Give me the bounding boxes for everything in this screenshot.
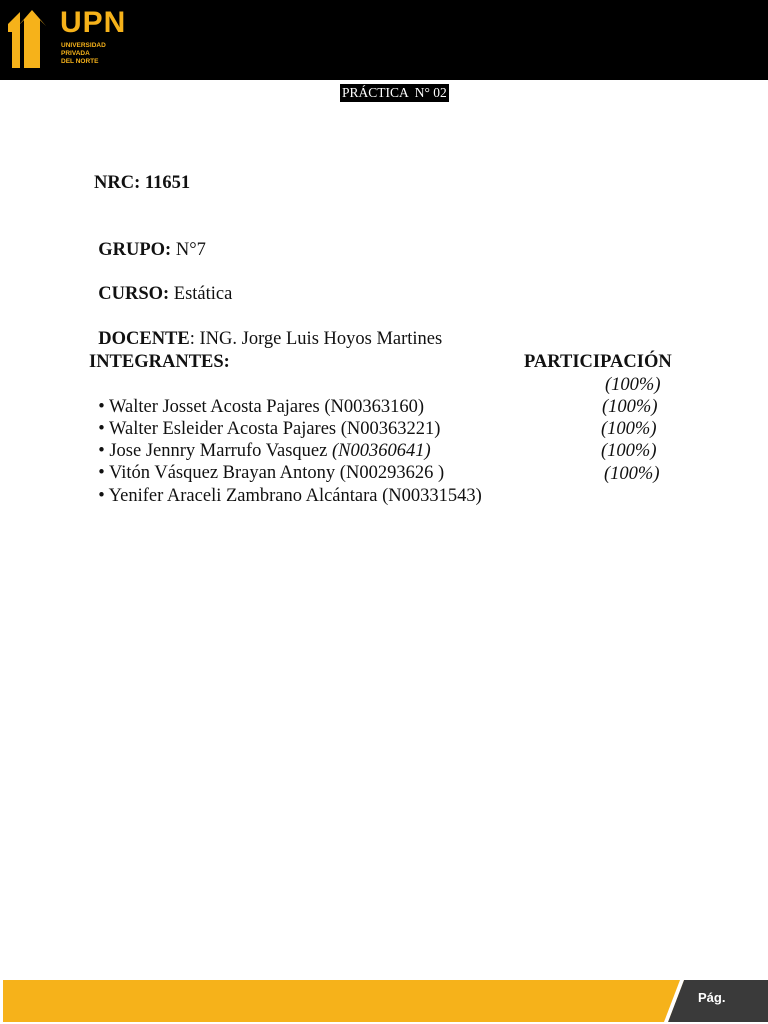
member-participation: (100%): [604, 464, 660, 484]
upn-arrow-logo-icon: [8, 10, 56, 70]
member-row: [89, 463, 482, 507]
member-name: • Jose Jennry Marrufo Vasquez: [98, 441, 332, 461]
docente-line: [89, 306, 442, 350]
curso-line: [89, 261, 232, 305]
member-id-italic: (N00360641): [331, 441, 431, 461]
member-name: • Vitón Vásquez Brayan Antony (N00293626 ): [98, 463, 445, 483]
footer-bar: [0, 980, 768, 1024]
member-participation: (100%): [602, 397, 658, 417]
curso-label: CURSO:: [98, 284, 170, 304]
logo-upn-text: UPN: [60, 6, 127, 39]
upn-logo: [8, 6, 127, 72]
docente-label: DOCENTE: [98, 329, 190, 349]
member-participation: (100%): [601, 441, 657, 461]
header-bar: [0, 0, 768, 80]
practice-title: PRÁCTICA N° 02: [342, 85, 447, 100]
member-name: • Walter Josset Acosta Pajares (N00363160): [98, 397, 425, 417]
member-participation: (100%): [605, 375, 661, 395]
member-participation: (100%): [601, 419, 657, 439]
participacion-header: PARTICIPACIÓN: [524, 352, 672, 372]
grupo-line: [89, 217, 206, 261]
integrantes-header: INTEGRANTES:: [89, 352, 230, 372]
curso-value: Estática: [169, 284, 233, 304]
footer-page-tab: [0, 980, 768, 1022]
grupo-label: GRUPO:: [98, 240, 172, 260]
logo-subtitle: UNIVERSIDAD PRIVADA DEL NORTE: [61, 42, 106, 65]
nrc-line: NRC: 11651: [94, 173, 191, 193]
member-name: • Walter Esleider Acosta Pajares (N00363221): [98, 419, 441, 439]
page-label: Pág.: [698, 990, 726, 1005]
docente-value: : ING. Jorge Luis Hoyos Martines: [189, 329, 443, 349]
grupo-value: N°7: [171, 240, 206, 260]
member-name: • Yenifer Araceli Zambrano Alcántara (N00331543): [98, 486, 482, 506]
